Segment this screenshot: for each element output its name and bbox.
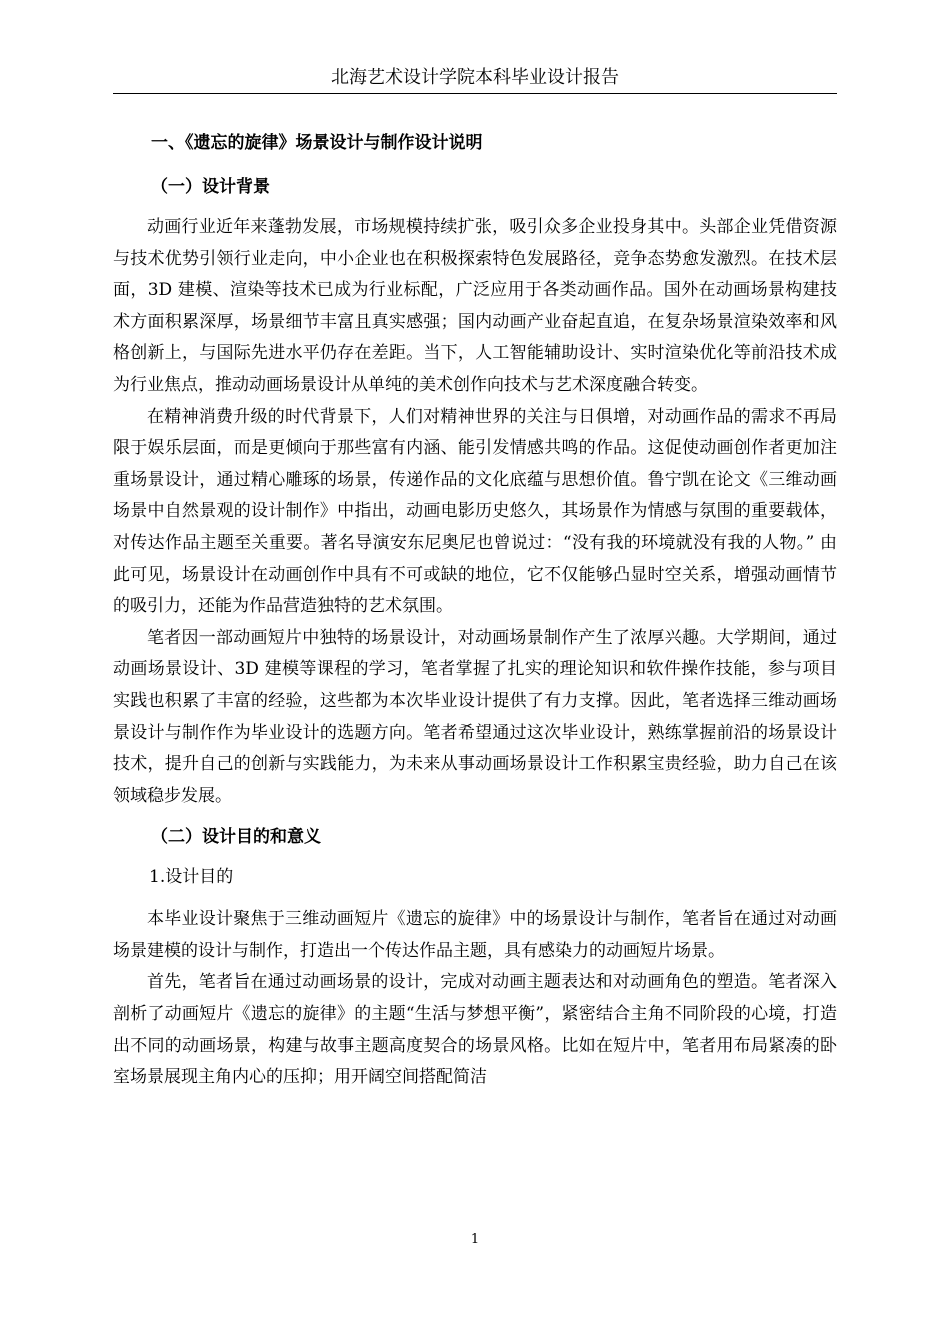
subsection-heading-purpose: （二）设计目的和意义 [151,827,321,848]
paragraph-first: 首先，笔者旨在通过动画场景的设计，完成对动画主题表达和对动画角色的塑造。笔者深入剖析了动画短片《遗忘的旋律》的主题“生活与梦想平衡”，紧密结合主角不同阶段的心境，打造出不同的动画场景，构建与故事主题高度契合的场景风格。比如在短片中，笔者用布局紧凑的卧室场景展现主角内心的压抑；用开阔空间搭配简洁 [113,972,837,1088]
item-heading-purpose: 1.设计目的 [149,867,234,888]
subsection-heading-background: （一）设计背景 [151,177,270,197]
header-title: 北海艺术设计学院本科毕业设计报告 [331,67,619,88]
section-heading: 一、《遗忘的旋律》场景设计与制作设计说明 [151,133,483,153]
paragraph-industry: 动画行业近年来蓬勃发展，市场规模持续扩张，吸引众多企业投身其中。头部企业凭借资源与技术优势引领行业走向，中小企业也在积极探索特色发展路径，竞争态势愈发激烈。在技术层面，3D 建模、渲染等技术已成为行业标配，广泛应用于各类动画作品。国外在动画场景构建技术方面积累深厚，场景细节丰富且真实感强；国内动画产业奋起直追，在复杂场景渲染效率和风格创新上，与国际先进水平仍存在差距。当下，人工智能辅助设计、实时渲染优化等前沿技术成为行业焦点，推动动画场景设计从单纯的美术创作向技术与艺术深度融合转变。 [113,217,837,395]
paragraph-motivation: 笔者因一部动画短片中独特的场景设计，对动画场景制作产生了浓厚兴趣。大学期间，通过动画场景设计、3D 建模等课程的学习，笔者掌握了扎实的理论知识和软件操作技能，参与项目实践也积累了丰富的经验，这些都为本次毕业设计提供了有力支撑。因此，笔者选择三维动画场景设计与制作作为毕业设计的选题方向。笔者希望通过这次毕业设计，熟练掌握前沿的场景设计技术，提升自己的创新与实践能力，为未来从事动画场景设计工作积累宝贵经验，助力自己在该领域稳步发展。 [113,627,837,806]
page-content [113,128,837,1094]
paragraph-purpose: 本毕业设计聚焦于三维动画短片《遗忘的旋律》中的场景设计与制作，笔者旨在通过对动画场景建模的设计与制作，打造出一个传达作品主题，具有感染力的动画短片场景。 [113,909,837,961]
page-header [113,66,837,94]
paragraph-spiritual: 在精神消费升级的时代背景下，人们对精神世界的关注与日俱增，对动画作品的需求不再局限于娱乐层面，而是更倾向于那些富有内涵、能引发情感共鸣的作品。这促使动画创作者更加注重场景设计，通过精心雕琢的场景，传递作品的文化底蕴与思想价值。鲁宁凯在论文《三维动画场景中自然景观的设计制作》中指出，动画电影历史悠久，其场景作为情感与氛围的重要载体，对传达作品主题至关重要。著名导演安东尼奥尼也曾说过：“没有我的环境就没有我的人物。” 由此可见，场景设计在动画创作中具有不可或缺的地位，它不仅能够凸显时空关系，增强动画情节的吸引力，还能为作品营造独特的艺术氛围。 [113,406,837,617]
page-number: 1 [470,1232,480,1247]
